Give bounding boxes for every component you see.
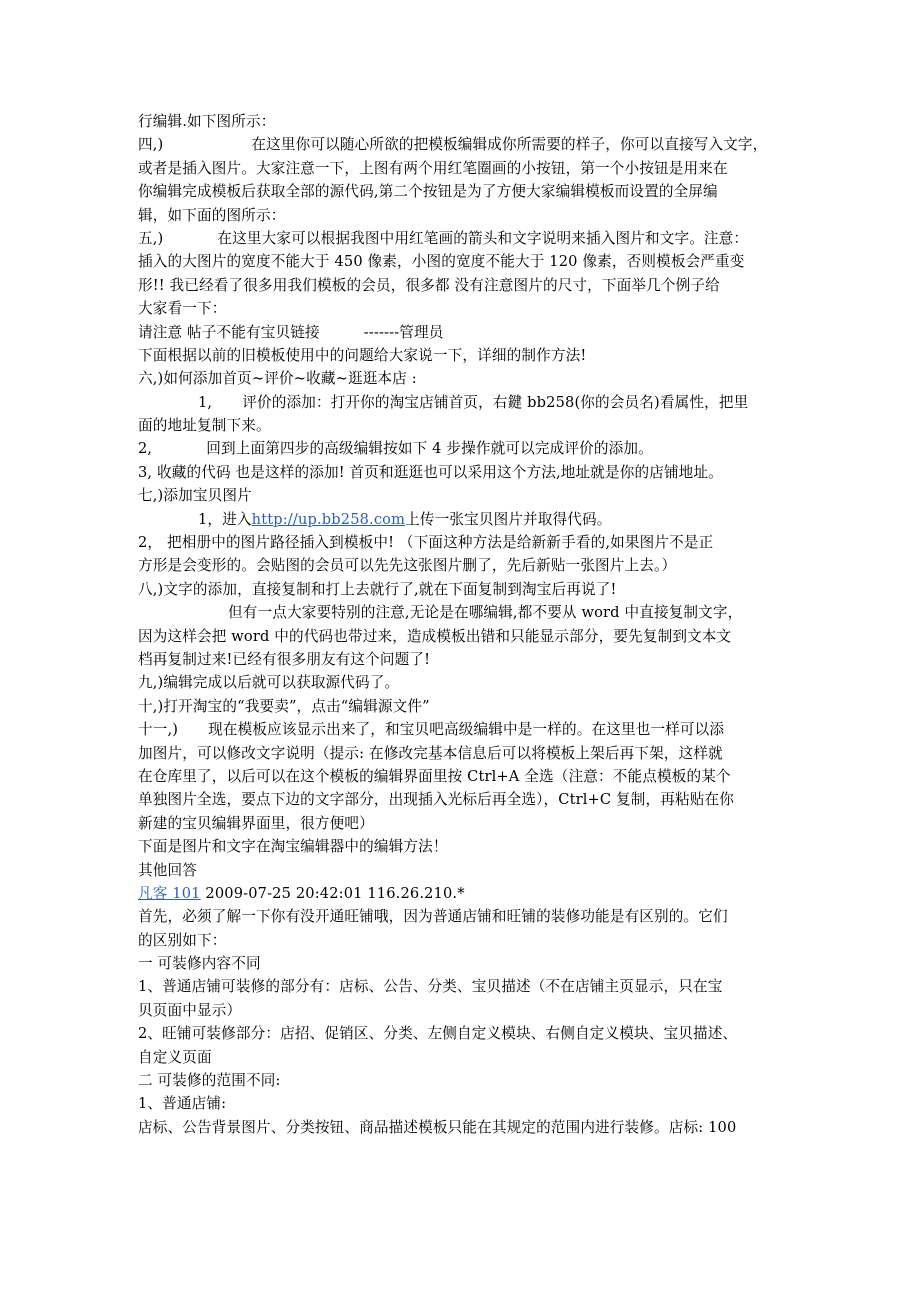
text-line: 加图片，可以修改文字说明（提示: 在修改完基本信息后可以将模板上架后再下架，这样就 (138, 744, 723, 762)
text-line (138, 437, 798, 460)
text-line: 下面是图片和文字在淘宝编辑器中的编辑方法！ (138, 838, 448, 856)
text-line: 2， 把相册中的图片路径插入到模板中! （下面这种方法是给新新手看的,如果图片不是正 (138, 534, 714, 552)
text-line: 八,)文字的添加，直接复制和打上去就行了,就在下面复制到淘宝后再说了! (138, 580, 617, 598)
list-number: 2, (138, 440, 153, 458)
text-line: 十,)打开淘宝的“我要卖”，点击“编辑源文件” (138, 697, 430, 715)
text-line: 贝页面中显示） (138, 1001, 242, 1019)
list-number: 1, (198, 393, 213, 411)
text-line: 但有一点大家要特别的注意,无论是在哪编辑,都不要从 word 中直接复制文字， (228, 604, 743, 622)
text-line: 的区别如下： (138, 931, 227, 949)
text-line: 单独图片全选，要点下边的文字部分，出现插入光标后再全选），Ctrl+C 复制，再粘贴在你 (138, 791, 734, 809)
text-line: 形!! 我已经看了很多用我们模板的会员，很多都 没有注意图片的尺寸，下面举几个例子给 (138, 276, 720, 294)
text-line: 自定义页面 (138, 1048, 212, 1066)
text-span: 现在模板应该显示出来了，和宝贝吧高级编辑中是一样的。在这里也一样可以添 (208, 721, 725, 739)
text-line (138, 718, 798, 741)
text-line: 新建的宝贝编辑界面里，很方便吧） (138, 814, 374, 832)
text-line (138, 133, 798, 156)
text-line (138, 391, 798, 414)
text-span: 1，进入 (198, 510, 252, 528)
section-number: 五,) (138, 229, 164, 247)
author-link[interactable]: 凡客 101 (138, 884, 201, 902)
text-span: 在这里你可以随心所欲的把模板编辑成你所需要的样子，你可以直接写入文字， (251, 136, 768, 154)
text-line: 或者是插入图片。大家注意一下，上图有两个用红笔圈画的小按钮，第一个小按钮是用来在 (138, 159, 728, 177)
text-span: 评价的添加：打开你的淘宝店铺首页，右鍵 bb258(你的会员名)看属性，把里 (242, 393, 749, 411)
answer-meta: 2009-07-25 20:42:01 116.26.210.* (205, 884, 465, 902)
text-line: 方形是会变形的。会贴图的会员可以先先这张图片删了，先后新贴一张图片上去。） (138, 557, 677, 575)
text-line (138, 508, 798, 531)
text-line: 面的地址复制下来。 (138, 417, 271, 435)
text-line: 六,)如何添加首页~评价~收藏~逛逛本店 : (138, 370, 417, 388)
text-line: 1、普通店铺: (138, 1095, 227, 1113)
section-number: 四,) (138, 136, 164, 154)
text-line: 一 可装修内容不同 (138, 955, 261, 973)
upload-link[interactable]: http://up.bb258.com (251, 510, 406, 528)
text-line: 插入的大图片的宽度不能大于 450 像素，小图的宽度不能大于 120 像素，否则模板会严重变 (138, 253, 745, 271)
text-line: 九,)编辑完成以后就可以获取源代码了。 (138, 674, 400, 692)
text-line: 辑，如下面的图所示： (138, 206, 286, 224)
text-line: 档再复制过来!已经有很多朋友有这个问题了! (138, 650, 431, 668)
text-line: 大家看一下： (138, 300, 227, 318)
text-span: 请注意 帖子不能有宝贝链接 (138, 323, 320, 341)
text-span: 在这里大家可以根据我图中用红笔画的箭头和文字说明来插入图片和文字。注意： (217, 229, 749, 247)
document-body (138, 110, 798, 1139)
text-line: 在仓库里了，以后可以在这个模板的编辑界面里按 Ctrl+A 全选（注意：不能点模板的某个 (138, 767, 731, 785)
text-line: 首先，必须了解一下你有没开通旺铺哦，因为普通店铺和旺铺的装修功能是有区别的。它们 (138, 908, 728, 926)
other-answers-heading: 其他回答 (138, 861, 197, 879)
text-span: -------管理员 (363, 323, 444, 341)
text-line: 因为这样会把 word 中的代码也带过来，造成模板出错和只能显示部分，要先复制到文本文 (138, 627, 732, 645)
text-line: 七,)添加宝贝图片 (138, 487, 252, 505)
text-line: 3, 收藏的代码 也是这样的添加! 首页和逛逛也可以采用这个方法,地址就是你的店铺地址。 (138, 463, 723, 481)
text-line (138, 227, 798, 250)
text-line: 行编辑.如下图所示： (138, 113, 276, 130)
text-line: 二 可装修的范围不同: (138, 1072, 281, 1090)
text-line (138, 321, 798, 344)
text-span: 上传一张宝贝图片并取得代码。 (405, 510, 612, 528)
text-line: 下面根据以前的旧模板使用中的问题给大家说一下，详细的制作方法! (138, 346, 587, 364)
text-line: 2、旺铺可装修部分：店招、促销区、分类、左侧自定义模块、右侧自定义模块、宝贝描述、 (138, 1025, 738, 1043)
answer-meta-line (138, 882, 798, 905)
text-span: 回到上面第四步的高级编辑按如下 4 步操作就可以完成评价的添加。 (206, 440, 653, 458)
section-number: 十一,) (138, 721, 179, 739)
text-line: 1、普通店铺可装修的部分有：店标、公告、分类、宝贝描述（不在店铺主页显示，只在宝 (138, 978, 723, 996)
text-line: 店标、公告背景图片、分类按钮、商品描述模板只能在其规定的范围内进行装修。店标: 100 (138, 1118, 737, 1136)
text-line: 你编辑完成模板后获取全部的源代码,第二个按钮是为了方便大家编辑模板而设置的全屏编 (138, 183, 718, 201)
